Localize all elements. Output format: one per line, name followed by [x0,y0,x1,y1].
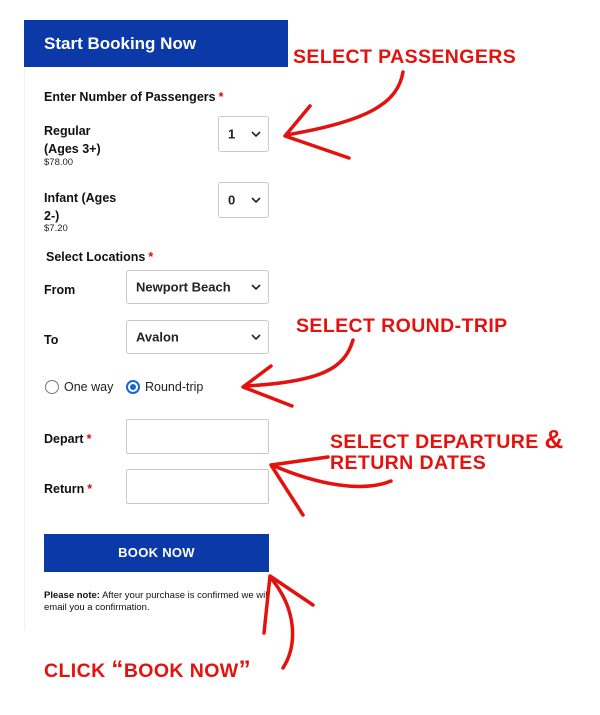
chevron-down-icon [250,281,262,293]
return-label: Return * [44,482,93,496]
infant-quantity-select[interactable] [218,182,269,218]
depart-label: Depart * [44,432,92,446]
annotation-select-round-trip: SELECT ROUND-TRIP [296,315,508,337]
one-way-radio[interactable] [45,380,59,394]
purchase-note [44,590,274,614]
chevron-down-icon [250,331,262,343]
from-location-value: Newport Beach [136,279,231,295]
note-text: After your purchase is confirmed we will email you a confirmation. [44,590,270,613]
round-trip-radio[interactable] [126,380,140,394]
from-label: From [44,283,76,297]
locations-label: Select Locations * [46,250,154,264]
to-label: To [44,333,59,347]
required-mark: * [87,482,93,496]
one-way-label[interactable]: One way [64,380,114,394]
hand-drawn-arrow-passengers [285,72,403,158]
required-mark: * [86,432,92,446]
chevron-down-icon [250,128,262,140]
annotation-select-departure: SELECT DEPARTURE & [330,424,564,454]
to-location-value: Avalon [136,329,179,345]
ampersand: & [544,424,564,454]
regular-quantity-value: 1 [228,126,236,142]
book-now-button[interactable]: BOOK NOW [44,534,269,572]
infant-quantity-value: 0 [228,192,236,208]
infant-label: Infant (Ages 2-) [44,191,117,223]
infant-price: $7.20 [44,223,68,234]
form-title: Start Booking Now [44,34,197,53]
form-header [24,20,288,67]
annotation-return-dates: RETURN DATES [330,452,487,474]
note-label: Please note: [44,590,100,601]
round-trip-label[interactable]: Round-trip [145,380,204,394]
chevron-down-icon [250,194,262,206]
to-location-select[interactable] [126,320,269,354]
required-mark: * [218,90,224,104]
annotation-select-passengers: SELECT PASSENGERS [293,46,517,68]
required-mark: * [148,250,154,264]
regular-price: $78.00 [44,157,74,168]
regular-label: Regular (Ages 3+) [44,124,101,156]
annotation-click-book-now: CLICK “BOOK NOW” [44,656,251,683]
passengers-label: Enter Number of Passengers * [44,90,224,104]
return-date-input[interactable] [126,469,269,504]
regular-quantity-select[interactable] [218,116,269,152]
from-location-select[interactable] [126,270,269,304]
depart-date-input[interactable] [126,419,269,454]
